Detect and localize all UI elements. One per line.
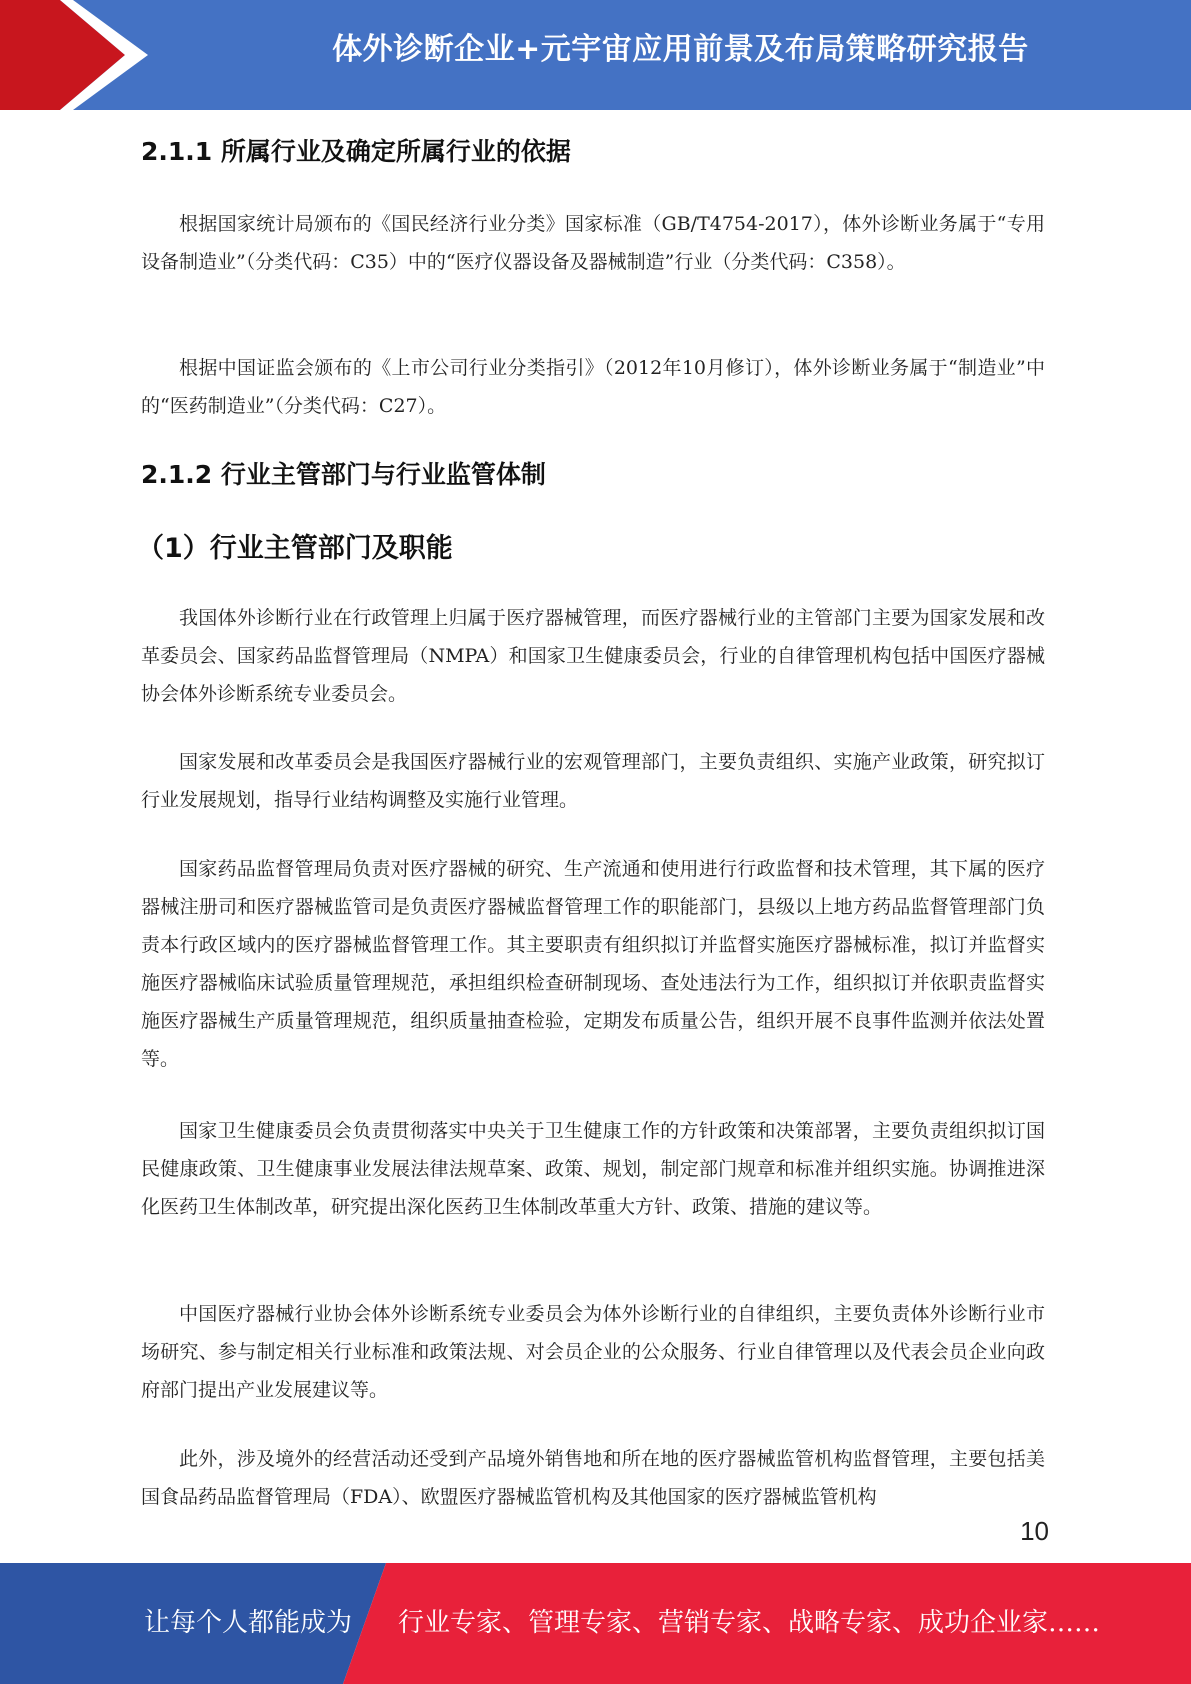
section-heading-2-1-2: 2.1.2 行业主管部门与行业监管体制 [141, 460, 546, 489]
paragraph-association: 中国医疗器械行业协会体外诊断系统专业委员会为体外诊断行业的自律组织，主要负责体外诊断行业市场研究、参与制定相关行业标准和政策法规、对会员企业的公众服务、行业自律管理以及代表会员企业向政府部门提出产业发展建议等。 [141, 1303, 1045, 1401]
subsection-heading-departments: （1）行业主管部门及职能 [137, 533, 453, 564]
page-header [0, 0, 1191, 110]
report-title: 体外诊断企业+元宇宙应用前景及布局策略研究报告 [332, 32, 1029, 67]
paragraph-nhc: 国家卫生健康委员会负责贯彻落实中央关于卫生健康工作的方针政策和决策部署，主要负责组织拟订国民健康政策、卫生健康事业发展法律法规草案、政策、规划，制定部门规章和标准并组织实施。协调推进深化医药卫生体制改革，研究提出深化医药卫生体制改革重大方针、政策、措施的建议等。 [141, 1120, 1045, 1218]
paragraph-industry-classification: 根据国家统计局颁布的《国民经济行业分类》国家标准（GB/T4754-2017），体外诊断业务属于“专用设备制造业”（分类代码：C35）中的“医疗仪器设备及器械制造”行业（分类代码：C358）。 [141, 213, 1045, 273]
section-heading-2-1-1: 2.1.1 所属行业及确定所属行业的依据 [141, 137, 571, 166]
paragraph-overseas-regulators: 此外，涉及境外的经营活动还受到产品境外销售地和所在地的医疗器械监管机构监督管理，主要包括美国食品药品监督管理局（FDA）、欧盟医疗器械监管机构及其他国家的医疗器械监管机构 [141, 1448, 1045, 1508]
paragraph-csrc-classification: 根据中国证监会颁布的《上市公司行业分类指引》（2012年10月修订），体外诊断业务属于“制造业”中的“医药制造业”（分类代码：C27）。 [141, 357, 1045, 417]
header-arrow-decoration [0, 0, 160, 110]
page-number: 10 [1020, 1516, 1049, 1546]
paragraph-ndrc: 国家发展和改革委员会是我国医疗器械行业的宏观管理部门，主要负责组织、实施产业政策，研究拟订行业发展规划，指导行业结构调整及实施行业管理。 [141, 751, 1045, 811]
footer-slogan-left: 让每个人都能成为 [144, 1608, 353, 1638]
paragraph-regulatory-overview: 我国体外诊断行业在行政管理上归属于医疗器械管理，而医疗器械行业的主管部门主要为国家发展和改革委员会、国家药品监督管理局（NMPA）和国家卫生健康委员会，行业的自律管理机构包括中国医疗器械协会体外诊断系统专业委员会。 [141, 607, 1045, 705]
footer-slogan-right: 行业专家、管理专家、营销专家、战略专家、成功企业家…… [398, 1608, 1101, 1638]
paragraph-nmpa: 国家药品监督管理局负责对医疗器械的研究、生产流通和使用进行行政监督和技术管理，其下属的医疗器械注册司和医疗器械监管司是负责医疗器械监督管理工作的职能部门，县级以上地方药品监督管理部门负责本行政区域内的医疗器械监督管理工作。其主要职责有组织拟订并监督实施医疗器械标准，拟订并监督实施医疗器械临床试验质量管理规范，承担组织检查研制现场、查处违法行为工作，组织拟订并依职责监督实施医疗器械生产质量管理规范，组织质量抽查检验，定期发布质量公告，组织开展不良事件监测并依法处置等。 [141, 858, 1045, 1070]
page-footer [0, 1563, 1191, 1684]
